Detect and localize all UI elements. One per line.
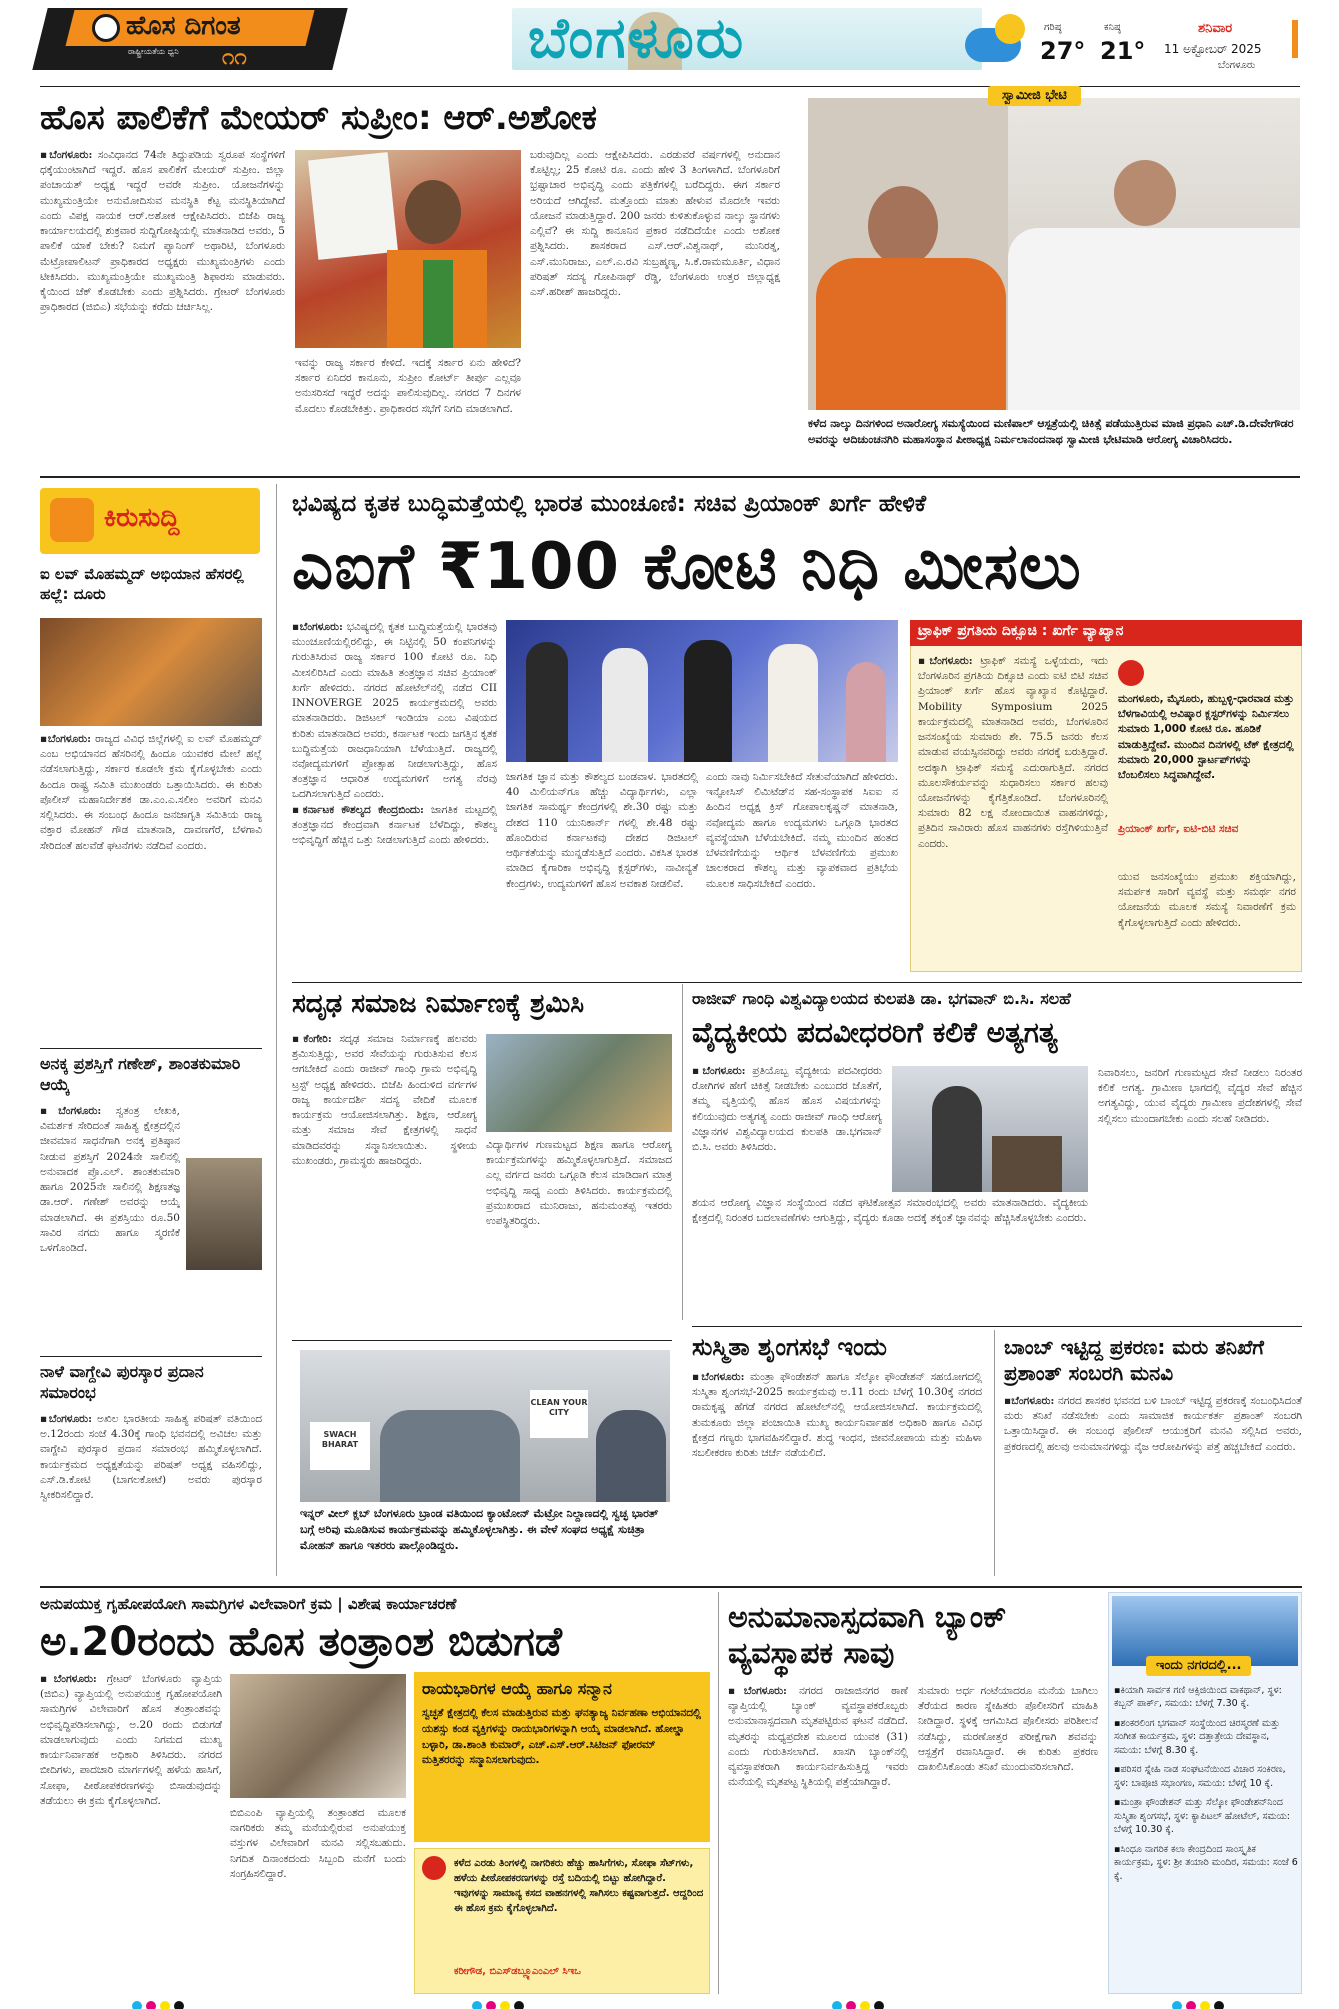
bank-col1-text: ನಗರದ ರಾಜಾಜಿನಗರ ಠಾಣೆ ವ್ಯಾಪ್ತಿಯಲ್ಲಿ ಬ್ಯಾಂಕ್ ವ್ಯವಸ್ಥಾಪಕರೊಬ್ಬರು ಅನುಮಾನಾಸ್ಪದವಾಗಿ ಮೃತಪಟ್ಟಿರುವ ಘಟನೆ ನಡೆದಿದೆ. ಮೃತರನ್ನು ಮಧ್ಯಪ್ರದೇಶ ಮೂಲದ ಯುವಕ (31) ಎಂದು ಗುರುತಿಸಲಾಗಿದೆ. ಖಾಸಗಿ ಬ್ಯಾಂಕ್‌ನಲ್ಲಿ ವ್ಯವಸ್ಥಾಪಕರಾಗಿ ಕಾರ್ಯನಿರ್ವಹಿಸುತ್ತಿದ್ದ ಇವರು ಮನೆಯಲ್ಲಿ ಮೃತಪಟ್ಟ ಸ್ಥಿತಿಯಲ್ಲಿ ಪತ್ತೆಯಾಗಿದ್ದಾರೆ. [728, 1685, 908, 1789]
divider [292, 1340, 672, 1341]
column-rule [682, 984, 683, 1320]
story1-col1-text: ಸಂವಿಧಾನದ 74ನೇ ತಿದ್ದುಪಡಿಯ ಸ್ವರೂಪ ಸಂಸ್ಥೆಗಳಿಗೆ ಧಕ್ಕೆಯುಂಟಾಗಿದೆ ಇದ್ದರೆ. ಹೊಸ ಪಾಲಿಕೆಗೆ ಮೇಯರ್ ಸುಪ್ರೀಂ. ಜಿಲ್ಲಾ ಪಂಚಾಯತ್ ಅಧ್ಯಕ್ಷ ಇದ್ದರೆ ಅವರೇ ಸುಪ್ರೀಂ. ಯೋಜನೆಗಳನ್ನು ಮುಖ್ಯಮಂತ್ರಿಯೇ ಅನುಮೋದಿಸುವ ಮನಸ್ಥಿತಿ ಕೆಟ್ಟ ಮನಸ್ಥಿತಿಯಾಗಿದೆ ಎಂದು ವಿಪಕ್ಷ ನಾಯಕ ಆರ್.ಅಶೋಕ ಆಕ್ಷೇಪಿಸಿದರು. ಬಿಜೆಪಿ ರಾಜ್ಯ ಕಾರ್ಯಾಲಯದಲ್ಲಿ ಶುಕ್ರವಾರ ಸುದ್ದಿಗೋಷ್ಠಿಯಲ್ಲಿ ಮಾತನಾಡಿದ ಅವರು, 5 ಪಾಲಿಕೆ ಯಾಕೆ ಬೇಕು? ನಿಮಗೆ ಪ್ಯಾನಿಂಗ್ ಅಥಾರಿಟಿ, ಬೆಂಗಳೂರು ಮೆಟ್ರೋಪಾಲಿಟನ್ ಪ್ರಾಧಿಕಾರದ ಅಧ್ಯಕ್ಷರು ಮುಖ್ಯಮಂತ್ರಿಗಳು ಎಂದು ಟೀಕಿಸಿದರು. ಮುಖ್ಯಮಂತ್ರಿಯೇ ಮುಖ್ಯಮಂತ್ರಿ ಶಿಫಾರಸು ಮಾಡುವರು. ಕೈಯಿಂದ ಚೆಕ್ ಕೊಡಬೇಕು ಎಂದು ಪ್ರಶ್ನಿಸಿದರು. ಗ್ರೇಟರ್ ಬೆಂಗಳೂರು ಪ್ರಾಧಿಕಾರದ (ಜಿಬಿಎ) ಸಭೆಯನ್ನು ಕರೆದು ಚರ್ಚಿಸಿಲ್ಲ. [40, 149, 285, 314]
ai-col1 [292, 620, 497, 972]
story1-col2: ಬರುವುದಿಲ್ಲ ಎಂದು ಆಕ್ಷೇಪಿಸಿದರು. ಎರಡುವರೆ ವರ್ಷಗಳಲ್ಲಿ ಅನುದಾನ ಕೊಟ್ಟಿಲ್ಲ; 25 ಕೋಟಿ ರೂ. ಎಂದು ಹೇಳಿ 3 ತಿಂಗಳಾಗಿದೆ. ಬೆಂಗಳೂರಿಗೆ ಭ್ರಷ್ಟಾಚಾರ ಅಭಿವೃದ್ಧಿ ಎಂದು ಪತ್ರಿಕೆಗಳಲ್ಲಿ ಬರೆದಿದ್ದರು. ಈಗ ಸರ್ಕಾರ ಅರಿಯದೆ ಆಗಿದ್ದೇವೆ. ಮತ್ತೊಂದು ಮಾತು ಹೇಳುವ ಮೊದಲೇ ಇವರು ಯೋಜನೆ ಮಾಡುತ್ತಿದ್ದಾರೆ. 200 ಜನರು ಕುಳಿತುಕೊಳ್ಳುವ ನಾಲ್ಕು ಸ್ಥಾನಗಳು ಎಲ್ಲಿವೆ? ಈ ಸುದ್ದಿ ಕಾನೂನಿನ ಪ್ರಕಾರ ನಡೆದಿದೆಯೇ ಎಂದು ಅಶೋಕ ಪ್ರಶ್ನಿಸಿದರು. ಶಾಸಕರಾದ ಎಸ್.ಆರ್.ವಿಶ್ವನಾಥ್, ಮುನಿರತ್ನ, ಎಸ್.ಮುನಿರಾಜು, ಎಲ್.ಎ.ರವಿ ಸುಬ್ರಹ್ಮಣ್ಯ, ಸಿ.ಕೆ.ರಾಮಮೂರ್ತಿ, ವಿಧಾನ ಪರಿಷತ್ ಸದಸ್ಯ ಗೋಪಿನಾಥ್ ರೆಡ್ಡಿ, ಬೆಂಗಳೂರು ಉತ್ತರ ಜಿಲ್ಲಾಧ್ಯಕ್ಷ ಎಸ್.ಹರೀಶ್ ಹಾಜರಿದ್ದರು. [530, 149, 780, 298]
person-5 [846, 662, 886, 762]
issue-place: ಬೆಂಗಳೂರು [1218, 60, 1256, 71]
rguhs-kicker: ರಾಜೀವ್ ಗಾಂಧಿ ವಿಶ್ವವಿದ್ಯಾಲಯದ ಕುಲಪತಿ ಡಾ. ಭಗವಾನ್ ಬಿ.ಸಿ. ಸಲಹೆ [692, 989, 1071, 1008]
ai-col1b-text: ಜಾಗತಿಕ ಮಟ್ಟದಲ್ಲಿ ತಂತ್ರಜ್ಞಾನದ ಕೇಂದ್ರವಾಗಿ ಕರ್ನಾಟಕ ಬೆಳೆದಿದ್ದು, ಕೌಶಲ್ಯ ಅಭಿವೃದ್ಧಿಗೆ ಹೆಚ್ಚಿನ ಒತ್ತು ನೀಡಲಾಗುತ್ತಿದೆ ಎಂದು ಹೇಳಿದರು. [292, 803, 497, 847]
divider [40, 1586, 1302, 1588]
today-event: ▪ ಕಿಯಾಗಿ ಸಾರ್ವಕ ಗಣಿ ಆಕ್ಸಿಜಿಯಿಂದ ವಾಕಥಾನ್, ಸ್ಥಳ: ಕಬ್ಬನ್ ಪಾರ್ಕ್, ಸಮಯ: ಬೆಳಗ್ಗೆ 7.30 ಕ್ಕೆ. [1114, 1684, 1298, 1711]
swamiji-tag: ಸ್ವಾಮೀಜಿ ಭೇಟಿ [988, 86, 1081, 106]
raaya-body: ಸ್ವಚ್ಛತೆ ಕ್ಷೇತ್ರದಲ್ಲಿ ಕೆಲಸ ಮಾಡುತ್ತಿರುವ ಮತ್ತು ಘನತ್ಯಾಜ್ಯ ನಿರ್ವಹಣಾ ಅಭಿಯಾನದಲ್ಲಿ ಯಶಸ್ಸು ಕಂಡ ವ್ಯಕ್ತಿಗಳನ್ನು ರಾಯಭಾರಿಗಳನ್ನಾಗಿ ಆಯ್ಕೆ ಮಾಡಲಾಗಿದೆ. ಹೋಲ್ಡಾ ಬಳ್ಳಾರಿ, ಡಾ.ಶಾಂತಿ ಕುಮಾರ್, ಎಚ್.ಎಸ್.ಆರ್.ಸಿಟಿಜನ್ ಫೋರಮ್ ಮತ್ತಿತರರನ್ನು ಸನ್ಮಾನಿಸಲಾಗುವುದು. [422, 1707, 701, 1767]
traffic-body-text: ಟ್ರಾಫಿಕ್ ಸಮಸ್ಯೆ ಒಳ್ಳೆಯದು, ಇದು ಬೆಂಗಳೂರಿನ ಪ್ರಗತಿಯ ದಿಕ್ಸೂಚಿ ಎಂದು ಐಟಿ ಬಿಟಿ ಸಚಿವ ಪ್ರಿಯಾಂಕ್ ಖರ್ಗೆ ಹೊಸ ವ್ಯಾಖ್ಯಾನ ಕೊಟ್ಟಿದ್ದಾರೆ. Mobility Symposium 2025 ಕಾರ್ಯಕ್ರಮದಲ್ಲಿ ಮಾತನಾಡಿದ ಅವರು, ಬೆಂಗಳೂರಿನ ಜನಸಂಖ್ಯೆಯ ಸುಮಾರು ಶೇ. 75.5 ಜನರು ಕೆಲಸ ಮಾಡುವ ವಯಸ್ಸಿನವರಿದ್ದು ಅವರು ನಗರಕ್ಕೆ ಬರುತ್ತಿದ್ದಾರೆ. ಅದಕ್ಕಾಗಿ ಟ್ರಾಫಿಕ್ ಸಮಸ್ಯೆ ಎದುರಾಗುತ್ತಿದೆ. ನಗರದ ಮೂಲಸೌಕರ್ಯವನ್ನು ಸುಧಾರಿಸಲು ಸರ್ಕಾರ ಹಲವು ಯೋಜನೆಗಳನ್ನು ಕೈಗೆತ್ತಿಕೊಂಡಿದೆ. ಬೆಂಗಳೂರಿನಲ್ಲಿ ಸುಮಾರು 82 ಲಕ್ಷ ನೋಂದಾಯಿತ ವಾಹನಗಳಿದ್ದು, ಪ್ರತಿದಿನ ಸಾವಿರಾರು ಹೊಸ ವಾಹನಗಳು ರಸ್ತೆಗಿಳಿಯುತ್ತಿವೆ ಎಂದರು. [918, 655, 1108, 850]
color-registration-marks [130, 1996, 186, 2009]
story1-col1 [40, 148, 285, 466]
column-rule [994, 1330, 995, 1576]
color-registration-marks [830, 1996, 886, 2009]
raaya-title: ರಾಯಭಾರಿಗಳ ಆಯ್ಕೆ ಹಾಗೂ ಸನ್ಮಾನ [422, 1679, 612, 1698]
weekday: ಶನಿವಾರ [1198, 21, 1233, 36]
raaya-note-by: ಕರೀಗೌಡ, ಬಿಎಸ್‌ಡಬ್ಲ್ಯೂಎಂಎಲ್ ಸಿಇಒ [454, 1966, 581, 1977]
brand-tagline: ರಾಷ್ಟ್ರೀಯತೆಯ ಧ್ವನಿ [128, 47, 179, 56]
susmitha-body-text: ಮಂತ್ರಾ ಫೌಂಡೇಶನ್ ಹಾಗೂ ಸೆಲ್ಕೋ ಫೌಂಡೇಶನ್ ಸಹಯೋಗದಲ್ಲಿ ಸುಸ್ಮಿತಾ ಶೃಂಗಸಭೆ-2025 ಕಾರ್ಯಕ್ರಮವು ಅ.11 ರಂದು ಬೆಳಗ್ಗೆ 10.30ಕ್ಕೆ ನಗರದ ರಾಮಕೃಷ್ಣ ಹೆಗಡೆ ನಗರದ ಹೋಟೆಲ್‌ನಲ್ಲಿ ಆಯೋಜಿಸಲಾಗಿದೆ. ಕಾರ್ಯಕ್ರಮದಲ್ಲಿ ತುಮಕೂರು ಜಿಲ್ಲಾ ಪಂಚಾಯಿತಿ ಮುಖ್ಯ ಕಾರ್ಯನಿರ್ವಾಹಕ ಅಧಿಕಾರಿ ಹಾಗೂ ವಿವಿಧ ಕ್ಷೇತ್ರದ ಗಣ್ಯರು ಭಾಗವಹಿಸಲಿದ್ದಾರೆ. ಶುದ್ಧ ಇಂಧನ, ಜೀವನೋಪಾಯ ಮತ್ತು ಮಹಿಳಾ ಸಬಲೀಕರಣ ಕುರಿತು ಚರ್ಚೆ ನಡೆಯಲಿದೆ. [692, 1371, 982, 1460]
volunteer-group [596, 1410, 666, 1502]
saffron-robe [816, 258, 1006, 410]
susmitha-body [692, 1370, 982, 1576]
sadrudha-headline: ಸದೃಢ ಸಮಾಜ ನಿರ್ಮಾಣಕ್ಕೆ ಶ್ರಮಿಸಿ [292, 989, 585, 1019]
sadrudha-body [292, 1032, 477, 1332]
bank-headline: ಅನುಮಾನಾಸ್ಪದವಾಗಿ ಬ್ಯಾಂಕ್ ವ್ಯವಸ್ಥಾಪಕ ಸಾವು [728, 1600, 1007, 1671]
swamiji-head [868, 186, 938, 266]
susmitha-dateline: ▪ ಬೆಂಗಳೂರು: [692, 1371, 744, 1383]
masthead-accent-bar [1292, 20, 1298, 58]
ai-col1-text: ಭವಿಷ್ಯದಲ್ಲಿ ಕೃತಕ ಬುದ್ಧಿಮತ್ತೆಯಲ್ಲಿ ಭಾರತವು ಮುಂಚೂಣಿಯಲ್ಲಿರಲಿದ್ದು, ಈ ನಿಟ್ಟಿನಲ್ಲಿ 50 ಕಂಪನಿಗಳನ್ನು ಗುರುತಿಸಿರುವ ರಾಜ್ಯ ಸರ್ಕಾರ 100 ಕೋಟಿ ರೂ. ನಿಧಿ ಮೀಸಲಿರಿಸಿದೆ ಎಂದು ಮಾಹಿತಿ ತಂತ್ರಜ್ಞಾನ ಸಚಿವ ಪ್ರಿಯಾಂಕ್ ಖರ್ಗೆ ಹೇಳಿದರು. ನಗರದ ಹೋಟೆಲ್‌ನಲ್ಲಿ ನಡೆದ CII INNOVERGE 2025 ಕಾರ್ಯಕ್ರಮದಲ್ಲಿ ಅವರು ಮಾತನಾಡಿದರು. ಡಿಜಿಟಲ್ ಇಂಡಿಯಾ ಎಂಬ ವಿಷಯದ ಕುರಿತು ಮಾತನಾಡಿದ ಅವರು, ಕರ್ನಾಟಕ ಇಂದು ಜಗತ್ತಿನ ಕೃತಕ ಬುದ್ಧಿಮತ್ತೆಯ ರಾಜಧಾನಿಯಾಗಿ ಬೆಳೆಯುತ್ತಿದೆ. ರಾಜ್ಯದಲ್ಲಿ ನವೋದ್ಯಮಗಳಿಗೆ ಪ್ರೋತ್ಸಾಹ ನೀಡಲಾಗುತ್ತಿದ್ದು, ಹೊಸ ತಂತ್ರಜ್ಞಾನ ಆಧಾರಿತ ಉದ್ಯಮಗಳಿಗೆ ಅಗತ್ಯ ನೆರವು ಒದಗಿಸಲಾಗುತ್ತಿದೆ ಎಂದರು. [292, 621, 497, 801]
kirusuddi-item1-body [40, 732, 262, 1072]
volunteer-group [380, 1410, 520, 1502]
ai-headline: ಎಐಗೆ ₹100 ಕೋಟಿ ನಿಧಿ ಮೀಸಲು [292, 530, 1082, 604]
felicitation-photo [486, 1034, 672, 1132]
today-event: ▪ ಶಂಕರಲಿಂಗ ಭಗವಾನ್ ಸಂಸ್ಥೆಯಿಂದ ಚಿರಸ್ಮರಣೆ ಮತ್ತು ಸಂಗೀತ ಕಾರ್ಯಕ್ರಮ, ಸ್ಥಳ: ದತ್ತಾತ್ರೇಯ ದೇವಸ್ಥಾನ, ಸಮಯ: ಬೆಳಗ್ಗೆ 8.30 ಕ್ಕೆ. [1114, 1717, 1298, 1757]
vice-chancellor-photo [892, 1066, 1088, 1192]
weather-sun-icon [995, 14, 1025, 44]
finger-icon [50, 498, 94, 542]
divider [40, 476, 1300, 478]
bottom-headline: ಅ.20ರಂದು ಹೊಸ ತಂತ್ರಾಂಶ ಬಿಡುಗಡೆ [40, 1619, 562, 1665]
ai-col3: ಎಂದು ನಾವು ನಿರ್ಮಿಸಬೇಕಿದೆ ಸೇತುವೆಯಾಗಿದೆ ಹೇಳಿದರು. ಇನ್ಫೋಸಿಸ್ ಲಿಮಿಟೆಡ್‌ನ ಸಹ-ಸಂಸ್ಥಾಪಕ ಸಿಐಐ ನ ಹಿಂದಿನ ಅಧ್ಯಕ್ಷ ಕ್ರಿಸ್ ಗೋಪಾಲಕೃಷ್ಣನ್ ಮಾತನಾಡಿ, ನವೋದ್ಯಮ ಹಾಗೂ ಉದ್ಯಮಗಳು ಒಗ್ಗೂಡಿ ಭಾರತದ ವ್ಯವಸ್ಥೆಯಾಗಿ ಬೆಳೆಯಬೇಕಿದೆ. ನಮ್ಮ ಮುಂದಿನ ಹಂತದ ಬೆಳವಣಿಗೆಯನ್ನು ಆರ್ಥಿಕ ಬೆಳವಣಿಗೆಯ ಪ್ರಮುಖ ಚಾಲಕರಾದ ಕೌಶಲ್ಯ ಮತ್ತು ವ್ಯಾಪಕವಾದ ಪ್ರತಿಭೆಯ ಮೂಲಕ ಸಾಧಿಸಬೇಕಿದೆ ಎಂದರು. [706, 771, 898, 890]
story1-dateline: ▪ ಬೆಂಗಳೂರು: [40, 149, 92, 161]
bomb-body-text: ನಗರದ ಶಾಸಕರ ಭವನದ ಬಳಿ ಬಾಂಬ್ ಇಟ್ಟಿದ್ದ ಪ್ರಕರಣಕ್ಕೆ ಸಂಬಂಧಿಸಿದಂತೆ ಮರು ತನಿಖೆ ನಡೆಸಬೇಕು ಎಂದು ಸಾಮಾಜಿಕ ಕಾರ್ಯಕರ್ತ ಪ್ರಶಾಂತ್ ಸಂಬರಗಿ ಒತ್ತಾಯಿಸಿದ್ದಾರೆ. ಈ ಸಂಬಂಧ ಪೊಲೀಸ್ ಆಯುಕ್ತರಿಗೆ ಮನವಿ ಸಲ್ಲಿಸಿದ ಅವರು, ಪ್ರಕರಣದಲ್ಲಿ ಹಲವು ಅನುಮಾನಗಳಿದ್ದು ನೈಜ ಆರೋಪಿಗಳನ್ನು ಪತ್ತೆ ಹಚ್ಚಬೇಕಿದೆ ಎಂದರು. [1004, 1395, 1302, 1453]
today-event: ▪ ಮಂತ್ರಾ ಫೌಂಡೇಶನ್ ಮತ್ತು ಸೆಲ್ಕೋ ಫೌಂಡೇಶನ್‌ನಿಂದ ಸುಸ್ಮಿತಾ ಶೃಂಗಸಭೆ, ಸ್ಥಳ: ಕ್ಯಾಪಿಟಲ್ ಹೋಟೆಲ್, ಸಮಯ: ಬೆಳಗ್ಗೆ 10.30 ಕ್ಕೆ. [1114, 1796, 1298, 1836]
divider [40, 86, 1300, 87]
bank-col1 [728, 1684, 908, 1994]
sadrudha-body-text: ಸದೃಢ ಸಮಾಜ ನಿರ್ಮಾಣಕ್ಕೆ ಹಲವರು ಶ್ರಮಿಸುತ್ತಿದ್ದು, ಅವರ ಸೇವೆಯನ್ನು ಗುರುತಿಸುವ ಕೆಲಸ ಆಗಬೇಕಿದೆ ಎಂದು ರಾಜೀವ್ ಗಾಂಧಿ ಗ್ರಾಮ ಅಭಿವೃದ್ಧಿ ಟ್ರಸ್ಟ್ ಅಧ್ಯಕ್ಷ ಹೇಳಿದರು. ಬಿಜೆಪಿ ಹಿಂದುಳಿದ ವರ್ಗಗಳ ರಾಜ್ಯ ಕಾರ್ಯದರ್ಶಿ ಸದಸ್ಯ ವೇದಿಕೆ ಮೂಲಕ ಕಾರ್ಯಕ್ರಮ ಆಯೋಜಿಸಲಾಗಿತ್ತು. ಶಿಕ್ಷಣ, ಆರೋಗ್ಯ ಮತ್ತು ಸಮಾಜ ಸೇವೆ ಕ್ಷೇತ್ರಗಳಲ್ಲಿ ಸಾಧನೆ ಮಾಡಿದವರನ್ನು ಸನ್ಮಾನಿಸಲಾಯಿತು. ಸ್ಥಳೀಯ ಮುಖಂಡರು, ಗ್ರಾಮಸ್ಥರು ಹಾಜರಿದ್ದರು. [292, 1033, 477, 1167]
rguhs-headline: ವೈದ್ಯಕೀಯ ಪದವೀಧರರಿಗೆ ಕಲಿಕೆ ಅತ್ಯಗತ್ಯ [692, 1016, 1058, 1049]
innovation-photo [506, 620, 898, 762]
speaker-head [405, 180, 461, 244]
traffic-dateline: ▪ ಬೆಂಗಳೂರು: [918, 655, 973, 667]
divider [692, 1326, 1302, 1327]
ai-kicker: ಭವಿಷ್ಯದ ಕೃತಕ ಬುದ್ಧಿಮತ್ತೆಯಲ್ಲಿ ಭಾರತ ಮುಂಚೂಣಿ: ಸಚಿವ ಪ್ರಿಯಾಂಕ್ ಖರ್ಗೆ ಹೇಳಿಕೆ [292, 491, 927, 517]
traffic-title: ಟ್ರಾಫಿಕ್ ಪ್ರಗತಿಯ ದಿಕ್ಸೂಚಿ : ಖರ್ಗೆ ವ್ಯಾಖ್ಯಾನ [910, 620, 1302, 646]
kirusuddi-item3-head: ನಾಳೆ ವಾಗ್ದೇವಿ ಪುರಸ್ಕಾರ ಪ್ರದಾನ ಸಮಾರಂಭ [40, 1362, 204, 1402]
quote-icon [422, 1856, 446, 1880]
bank-col2: ಸುಮಾರು ಅರ್ಧ ಗಂಟೆಯಾದರೂ ಮನೆಯ ಬಾಗಿಲು ತೆರೆಯದ ಕಾರಣ ಸ್ನೇಹಿತರು ಪೊಲೀಸರಿಗೆ ಮಾಹಿತಿ ನೀಡಿದ್ದಾರೆ. ಸ್ಥಳಕ್ಕೆ ಆಗಮಿಸಿದ ಪೊಲೀಸರು ಪರಿಶೀಲನೆ ನಡೆಸಿದ್ದು, ಮರಣೋತ್ತರ ಪರೀಕ್ಷೆಗಾಗಿ ಶವವನ್ನು ಆಸ್ಪತ್ರೆಗೆ ರವಾನಿಸಿದ್ದಾರೆ. ಈ ಕುರಿತು ಪ್ರಕರಣ ದಾಖಲಿಸಿಕೊಂಡು ತನಿಖೆ ಮುಂದುವರಿಸಲಾಗಿದೆ. [918, 1685, 1098, 1774]
column-rule [718, 1592, 719, 1994]
today-title: ಇಂದು ನಗರದಲ್ಲಿ... [1146, 1656, 1251, 1676]
poster-paper [308, 152, 398, 260]
kirusuddi-item1-photo [40, 618, 262, 726]
city-name: ಬೆಂಗಳೂರು [528, 6, 746, 71]
max-temp-label: ಗರಿಷ್ಠ [1044, 22, 1062, 33]
rguhs-dateline: ▪ ಬೆಂಗಳೂರು: [692, 1065, 746, 1077]
person-2 [602, 648, 648, 762]
clean-city-sign: CLEAN YOUR CITY [530, 1390, 588, 1438]
person-1 [526, 642, 568, 762]
divider [40, 1048, 262, 1049]
bottom-dateline: ▪ ಬೆಂಗಳೂರು: [40, 1673, 97, 1685]
kirusuddi-badge [40, 488, 260, 554]
kirusuddi-item2-text: ಸ್ವತಂತ್ರ ಲೇಖಕಿ, ವಿಮರ್ಶಕ ಸೇರಿದಂತೆ ಸಾಹಿತ್ಯ ಕ್ಷೇತ್ರದಲ್ಲಿನ ಜೀವಮಾನ ಸಾಧನೆಗಾಗಿ ಅನಕ್ಕ ಪ್ರತಿಷ್ಠಾನ ನೀಡುವ ಪ್ರಶಸ್ತಿಗೆ 2024ನೇ ಸಾಲಿನಲ್ಲಿ ಅನುವಾದಕ ಪ್ರೊ.ಎಲ್. ಶಾಂತಕುಮಾರಿ ಹಾಗೂ 2025ನೇ ಸಾಲಿನಲ್ಲಿ ಶಿಕ್ಷಣತಜ್ಞ ಡಾ.ಆರ್. ಗಣೇಶ್ ಅವರನ್ನು ಆಯ್ಕೆ ಮಾಡಲಾಗಿದೆ. ಈ ಪ್ರಶಸ್ತಿಯು ರೂ.50 ಸಾವಿರ ನಗದು ಹಾಗೂ ಸ್ಮರಣಿಕೆ ಒಳಗೊಂಡಿದೆ. [40, 1105, 180, 1254]
bottom-kicker: ಅನುಪಯುಕ್ತ ಗೃಹೋಪಯೋಗಿ ಸಾಮಗ್ರಿಗಳ ವಿಲೇವಾರಿಗೆ ಕ್ರಮ | ವಿಶೇಷ ಕಾರ್ಯಾಚರಣೆ [40, 1595, 457, 1613]
swamiji-caption: ಕಳೆದ ನಾಲ್ಕು ದಿನಗಳಿಂದ ಅನಾರೋಗ್ಯ ಸಮಸ್ಯೆಯಿಂದ ಮಣಿಪಾಲ್ ಆಸ್ಪತ್ರೆಯಲ್ಲಿ ಚಿಕಿತ್ಸೆ ಪಡೆಯುತ್ತಿರುವ ಮಾಜಿ ಪ್ರಧಾನಿ ಎಚ್.ಡಿ.ದೇವೇಗೌಡರ ಅವರನ್ನು ಆದಿಚುಂಚನಗಿರಿ ಮಹಾಸಂಸ್ಥಾನ ಪೀಠಾಧ್ಯಕ್ಷ ನಿರ್ಮಲಾನಂದನಾಥ ಸ್ವಾಮೀಜಿ ಭೇಟಿಮಾಡಿ ಆರೋಗ್ಯ ವಿಚಾರಿಸಿದರು. [808, 417, 1294, 446]
rguhs-col1 [692, 1064, 882, 1188]
ashoka-photo [295, 150, 521, 348]
bottom-body2: ಬಿಬಿಎಂಪಿ ವ್ಯಾಪ್ತಿಯಲ್ಲಿ ತಂತ್ರಾಂಶದ ಮೂಲಕ ನಾಗರಿಕರು ತಮ್ಮ ಮನೆಯಲ್ಲಿರುವ ಅನುಪಯುಕ್ತ ವಸ್ತುಗಳ ವಿಲೇವಾರಿಗೆ ಮನವಿ ಸಲ್ಲಿಸಬಹುದು. ನಿಗದಿತ ದಿನಾಂಕದಂದು ಸಿಬ್ಬಂದಿ ಮನೆಗೆ ಬಂದು ಸಂಗ್ರಹಿಸಲಿದ್ದಾರೆ. [230, 1807, 406, 1880]
ai-col2: ಜಾಗತಿಕ ಜ್ಞಾನ ಮತ್ತು ಕೌಶಲ್ಯದ ಬಂಡವಾಳ. ಭಾರತದಲ್ಲಿ 40 ಮಿಲಿಯನ್‌ಗೂ ಹೆಚ್ಚು ವಿದ್ಯಾರ್ಥಿಗಳು, ಎಲ್ಲಾ ಜಾಗತಿಕ ಸಾಮರ್ಥ್ಯ ಕೇಂದ್ರಗಳಲ್ಲಿ ಶೇ.30 ರಷ್ಟು ಮತ್ತು ದೇಶದ 110 ಯುನಿಕಾರ್ನ್ ಗಳಲ್ಲಿ ಶೇ.48 ರಷ್ಟು ಹೊಂದಿರುವ ಕರ್ನಾಟಕವು ದೇಶದ ಡಿಜಿಟಲ್ ಆರ್ಥಿಕತೆಯನ್ನು ಮುನ್ನಡೆಸುತ್ತಿದೆ ಎಂದರು. ವಿಕಸಿತ ಭಾರತ ಮಾಡಿದ ಕೈಗಾರಿಕಾ ಅಭಿವೃದ್ಧಿ ಕ್ಲಸ್ಟರ್‌ಗಳು, ನಾವೀನ್ಯತೆ ಕೇಂದ್ರಗಳು, ಉದ್ಯಮಗಳಿಗೆ ಹೊಸ ಅವಕಾಶ ನೀಡಲಿವೆ. [506, 771, 698, 890]
bomb-dateline: ▪ ಬೆಂಗಳೂರು: [1004, 1395, 1054, 1407]
issue-date: 11 ಅಕ್ಟೋಬರ್ 2025 [1164, 42, 1262, 56]
sadrudha-dateline: ▪ ಕೆಂಗೇರಿ: [292, 1033, 332, 1045]
rguhs-col2: ಶಯನ ಆರೋಗ್ಯ ವಿಜ್ಞಾನ ಸಂಸ್ಥೆಯಿಂದ ನಡೆದ ಘಟಿಕೋತ್ಸವ ಸಮಾರಂಭದಲ್ಲಿ ಅವರು ಮಾತನಾಡಿದರು. ವೈದ್ಯಕೀಯ ಕ್ಷೇತ್ರದಲ್ಲಿ ನಿರಂತರ ಬದಲಾವಣೆಗಳು ಆಗುತ್ತಿದ್ದು, ವೈದ್ಯರು ಕೂಡಾ ಅದಕ್ಕೆ ತಕ್ಕಂತೆ ಜ್ಞಾನವನ್ನು ಹೆಚ್ಚಿಸಿಕೊಳ್ಳಬೇಕು ಎಂದರು. [692, 1197, 1088, 1225]
page-number: ೧೧ [222, 45, 247, 70]
susmitha-headline: ಸುಸ್ಮಿತಾ ಶೃಂಗಸಭೆ ಇಂದು [692, 1333, 887, 1361]
bank-dateline: ▪ ಬೆಂಗಳೂರು: [728, 1685, 787, 1697]
podium [992, 1136, 1062, 1192]
divider [292, 982, 1302, 983]
traffic-quote-by: ಪ್ರಿಯಾಂಕ್ ಖರ್ಗೆ, ಐಟಿ-ಬಿಟಿ ಸಚಿವ [1118, 823, 1239, 835]
kirusuddi-item3-dateline: ▪ ಬೆಂಗಳೂರು: [40, 1413, 92, 1425]
kirusuddi-item2-body [40, 1104, 180, 1354]
patient-head [1114, 160, 1176, 226]
kirusuddi-item3-text: ಅಖಿಲ ಭಾರತೀಯ ಸಾಹಿತ್ಯ ಪರಿಷತ್ ವತಿಯಿಂದ ಅ.12ರಂದು ಸಂಜೆ 4.30ಕ್ಕೆ ಗಾಂಧಿ ಭವನದಲ್ಲಿ ಅವಿಚಲ ಮತ್ತು ವಾಗ್ದೇವಿ ಪುರಸ್ಕಾರ ಪ್ರದಾನ ಸಮಾರಂಭ ಹಮ್ಮಿಕೊಳ್ಳಲಾಗಿದೆ. ಕಾರ್ಯಕ್ರಮದ ಅಧ್ಯಕ್ಷತೆಯನ್ನು ಪರಿಷತ್ ಅಧ್ಯಕ್ಷ ವಹಿಸಲಿದ್ದು, ಎಸ್.ಡಿ.ಕೋಟಿ (ಬಾಗಲಕೋಟೆ) ಅವರು ಪುರಸ್ಕಾರ ಸ್ವೀಕರಿಸಲಿದ್ದಾರೆ. [40, 1413, 262, 1502]
today-event: ▪ ಸಿಂಧೂ ನಾಗರಿಕ ಕಲಾ ಕೇಂದ್ರದಿಂದ ಸಾಂಸ್ಕೃತಿಕ ಕಾರ್ಯಕ್ರಮ, ಸ್ಥಳ: ಶ್ರೀ ತಯಾರಿ ಮಂದಿರ, ಸಮಯ: ಸಂಜೆ 6 ಕ್ಕೆ. [1114, 1843, 1298, 1883]
story1-headline: ಹೊಸ ಪಾಲಿಕೆಗೆ ಮೇಯರ್ ಸುಪ್ರೀಂ: ಆರ್.ಅಶೋಕ [40, 98, 597, 138]
ganesh-portrait [186, 1158, 262, 1270]
color-registration-marks [1170, 1996, 1226, 2009]
ashoka-photo-caption: ಇವನ್ನು ರಾಜ್ಯ ಸರ್ಕಾರ ಕೇಳಿದೆ. ಇದಕ್ಕೆ ಸರ್ಕಾರ ಏನು ಹೇಳಿದೆ? ಸರ್ಕಾರ ಏನಿದರ ಕಾನೂನು, ಸುಪ್ರೀಂ ಕೋರ್ಟ್ ತೀರ್ಪು ಎಲ್ಲವೂ ಅನುಸರಿಸದೆ ಇದ್ದರೆ ಅದನ್ನು ಪಾಲಿಸುವುದಿಲ್ಲ. ನಗರದ 7 ದಿನಗಳ ಮೊದಲು ಕೊಡಬೇಕಿತ್ತು. ಪ್ರಾಧಿಕಾರದ ಸಭೆಗೆ ನಿಗದಿ ಮಾಡಲಾಗಿದೆ. [295, 357, 521, 415]
traffic-quote-icon [1118, 660, 1144, 686]
group-photo [230, 1674, 406, 1798]
traffic-quote: ಮಂಗಳೂರು, ಮೈಸೂರು, ಹುಬ್ಬಳ್ಳಿ-ಧಾರವಾಡ ಮತ್ತು ಬೆಳಗಾವಿಯಲ್ಲಿ ಆವಿಷ್ಕಾರ ಕ್ಲಸ್ಟರ್‌ಗಳನ್ನು ನಿರ್ಮಿಸಲು ಸುಮಾರು 1,000 ಕೋಟಿ ರೂ. ಹೂಡಿಕೆ ಮಾಡುತ್ತಿದ್ದೇವೆ. ಮುಂದಿನ ದಿನಗಳಲ್ಲಿ ಟೆಕ್ ಕ್ಷೇತ್ರದಲ್ಲಿ ಸುಮಾರು 20,000 ಸ್ಟಾರ್ಟಪ್‌ಗಳನ್ನು ಬೆಂಬಲಿಸಲು ಸಿದ್ಧವಾಗಿದ್ದೇವೆ. [1118, 693, 1294, 782]
person-4 [768, 644, 818, 762]
raaya-note: ಕಳೆದ ಎರಡು ತಿಂಗಳಲ್ಲಿ ನಾಗರಿಕರು ಹೆಚ್ಚು ಹಾಸಿಗೆಗಳು, ಸೋಫಾ ಸೆಟ್‌ಗಳು, ಹಳೆಯ ಪೀಠೋಪಕರಣಗಳನ್ನು ರಸ್ತೆ ಬದಿಯಲ್ಲಿ ಬಿಟ್ಟು ಹೋಗಿದ್ದಾರೆ. ಇವುಗಳನ್ನು ಸಾಮಾನ್ಯ ಕಸದ ವಾಹನಗಳಲ್ಲಿ ಸಾಗಿಸಲು ಕಷ್ಟವಾಗುತ್ತದೆ. ಆದ್ದರಿಂದ ಈ ಹೊಸ ಕ್ರಮ ಕೈಗೊಳ್ಳಲಾಗಿದೆ. [454, 1858, 704, 1914]
bottom-body-text: ಗ್ರೇಟರ್ ಬೆಂಗಳೂರು ವ್ಯಾಪ್ತಿಯ (ಜಿಬಿಎ) ವ್ಯಾಪ್ತಿಯಲ್ಲಿ ಅನುಪಯುಕ್ತ ಗೃಹೋಪಯೋಗಿ ಸಾಮಗ್ರಿಗಳ ವಿಲೇವಾರಿಗೆ ಹೊಸ ತಂತ್ರಾಂಶವನ್ನು ಅಭಿವೃದ್ಧಿಪಡಿಸಲಾಗಿದ್ದು, ಅ.20 ರಂದು ಬಿಡುಗಡೆ ಮಾಡಲಾಗುವುದು ಎಂದು ನಿಗಮದ ಮುಖ್ಯ ಕಾರ್ಯನಿರ್ವಾಹಕ ಅಧಿಕಾರಿ ತಿಳಿಸಿದರು. ನಗರದ ಬೀದಿಗಳು, ಪಾದಚಾರಿ ಮಾರ್ಗಗಳಲ್ಲಿ ಹಳೆಯ ಹಾಸಿಗೆ, ಸೋಫಾ, ಪೀಠೋಪಕರಣಗಳನ್ನು ಬಿಸಾಡುವುದನ್ನು ತಡೆಯಲು ಈ ಕ್ರಮ ಕೈಗೊಳ್ಳಲಾಗಿದೆ. [40, 1673, 222, 1807]
sadrudha-body2: ವಿದ್ಯಾರ್ಥಿಗಳ ಗುಣಮಟ್ಟದ ಶಿಕ್ಷಣ ಹಾಗೂ ಆರೋಗ್ಯ ಕಾರ್ಯಕ್ರಮಗಳನ್ನು ಹಮ್ಮಿಕೊಳ್ಳಲಾಗುತ್ತಿದೆ. ಸಮಾಜದ ಎಲ್ಲ ವರ್ಗದ ಜನರು ಒಗ್ಗೂಡಿ ಕೆಲಸ ಮಾಡಿದಾಗ ಮಾತ್ರ ಅಭಿವೃದ್ಧಿ ಸಾಧ್ಯ ಎಂದು ತಿಳಿಸಿದರು. ಕಾರ್ಯಕ್ರಮದಲ್ಲಿ ಪ್ರಮುಖರಾದ ಮುನಿರಾಜು, ಹನುಮಂತಪ್ಪ ಇತರರು ಉಪಸ್ಥಿತರಿದ್ದರು. [486, 1139, 672, 1228]
kirusuddi-item1-head: ಐ ಲವ್ ಮೊಹಮ್ಮದ್ ಅಭಿಯಾನ ಹೆಸರಲ್ಲಿ ಹಲ್ಲೆ: ದೂರು [40, 565, 244, 604]
divider [40, 1356, 262, 1357]
color-registration-marks [470, 1996, 526, 2009]
today-event: ▪ ಪರಿಸರ ಸ್ನೇಹಿ ನಾಡ ಸಂಘಟನೆಯಿಂದ ವಿಚಾರ ಸಂಕಿರಣ, ಸ್ಥಳ: ಬಾಪೂಜಿ ಸಭಾಂಗಣ, ಸಮಯ: ಬೆಳಗ್ಗೆ 10 ಕ್ಕೆ. [1114, 1763, 1298, 1790]
hospital-bed-sheet [1008, 228, 1300, 410]
today-list [1114, 1684, 1298, 1990]
person-3 [684, 640, 732, 762]
ai-dateline: ▪ ಬೆಂಗಳೂರು: [292, 621, 343, 633]
bomb-headline: ಬಾಂಬ್ ಇಟ್ಟಿದ್ದ ಪ್ರಕರಣ: ಮರು ತನಿಖೆಗೆ ಪ್ರಶಾಂತ್ ಸಂಬರಗಿ ಮನವಿ [1004, 1335, 1264, 1385]
kirusuddi-item3-body [40, 1412, 262, 1576]
kirusuddi-item1-text: ರಾಜ್ಯದ ವಿವಿಧ ಜಿಲ್ಲೆಗಳಲ್ಲಿ ಐ ಲವ್ ಮೊಹಮ್ಮದ್ ಎಂಬ ಅಭಿಯಾನದ ಹೆಸರಿನಲ್ಲಿ ಹಿಂದೂ ಯುವಕರ ಮೇಲೆ ಹಲ್ಲೆ ನಡೆಸಲಾಗುತ್ತಿದ್ದು, ಸರ್ಕಾರ ಕೂಡಲೇ ಕ್ರಮ ಕೈಗೊಳ್ಳಬೇಕು ಎಂದು ಹಿಂದೂ ರಾಷ್ಟ್ರ ಸಮಿತಿ ಮುಖಂಡರು ಒತ್ತಾಯಿಸಿದರು. ಈ ಕುರಿತು ಪೊಲೀಸ್ ಮಹಾನಿರ್ದೇಶಕ ಡಾ.ಎಂ.ಎ.ಸಲೀಂ ಅವರಿಗೆ ಮನವಿ ಸಲ್ಲಿಸಿದರು. ಈ ಸಂಬಂಧ ಹಿಂದೂ ಜನಜಾಗೃತಿ ಸಮಿತಿಯ ರಾಜ್ಯ ವಕ್ತಾರ ಮೋಹನ್ ಗೌಡ ಮಾತನಾಡಿ, ದಾವಣಗೆರೆ, ಬೆಳಗಾವಿ ಸೇರಿದಂತೆ ಹಲವೆಡೆ ಘಟನೆಗಳು ನಡೆದಿವೆ ಎಂದರು. [40, 733, 262, 852]
swachh-photo [300, 1350, 670, 1502]
speaker-figure [932, 1086, 982, 1192]
bottom-body [40, 1672, 222, 1994]
max-temp: 27° [1040, 37, 1086, 65]
traffic-body [918, 654, 1108, 878]
kirusuddi-item2-head: ಅನಕ್ಕ ಪ್ರಶಸ್ತಿಗೆ ಗಣೇಶ್, ಶಾಂತಕುಮಾರಿ ಆಯ್ಕೆ [40, 1054, 241, 1094]
masthead [0, 0, 1339, 80]
brand-logo-icon [92, 14, 120, 42]
bomb-body [1004, 1394, 1302, 1576]
kirusuddi-label: ಕಿರುಸುದ್ದಿ [104, 503, 180, 533]
swamiji-photo [808, 98, 1300, 410]
kirusuddi-item1-dateline: ▪ ಬೆಂಗಳೂರು: [40, 733, 91, 745]
column-rule [276, 484, 277, 1576]
min-temp-label: ಕನಿಷ್ಠ [1104, 22, 1121, 33]
min-temp: 21° [1100, 37, 1146, 65]
rguhs-col1-text: ಪ್ರತಿಯೊಬ್ಬ ವೈದ್ಯಕೀಯ ಪದವೀಧರರು ರೋಗಿಗಳ ಹೇಗೆ ಚಿಕಿತ್ಸೆ ನೀಡಬೇಕು ಎಂಬುದರ ಜೊತೆಗೆ, ತಮ್ಮ ವೃತ್ತಿಯಲ್ಲಿ ಹೊಸ ಹೊಸ ವಿಷಯಗಳನ್ನು ಕಲಿಯುವುದು ಅತ್ಯಗತ್ಯ ಎಂದು ರಾಜೀವ್ ಗಾಂಧಿ ಆರೋಗ್ಯ ವಿಜ್ಞಾನಗಳ ವಿಶ್ವವಿದ್ಯಾಲಯದ ಕುಲಪತಿ ಡಾ.ಭಗವಾನ್ ಬಿ.ಸಿ. ಅವರು ತಿಳಿಸಿದರು. [692, 1065, 882, 1154]
rguhs-col3: ನಿವಾರಿಸಲು, ಜನರಿಗೆ ಗುಣಮಟ್ಟದ ಸೇವೆ ನೀಡಲು ನಿರಂತರ ಕಲಿಕೆ ಅಗತ್ಯ. ಗ್ರಾಮೀಣ ಭಾಗದಲ್ಲಿ ವೈದ್ಯರ ಸೇವೆ ಹೆಚ್ಚಿನ ಅಗತ್ಯವಿದ್ದು, ಯುವ ವೈದ್ಯರು ಗ್ರಾಮೀಣ ಪ್ರದೇಶಗಳಲ್ಲಿ ಸೇವೆ ಸಲ್ಲಿಸಲು ಮುಂದಾಗಬೇಕು ಎಂದು ಸಲಹೆ ನೀಡಿದರು. [1098, 1067, 1302, 1125]
brand-name: ಹೊಸ ದಿಗಂತ [126, 11, 241, 41]
green-shirt [423, 260, 453, 348]
ai-subhead: ▪ ಕರ್ನಾಟಕ ಕೌಶಲ್ಯದ ಕೇಂದ್ರಬಿಂದು: [292, 804, 424, 816]
swachh-caption: ಇನ್ನರ್ ವೀಲ್ ಕ್ಲಬ್ ಬೆಂಗಳೂರು ಬ್ರಾಂಡ ವತಿಯಿಂದ ಕ್ಯಾಂಟೋನ್ ಮೆಟ್ರೋ ನಿಲ್ದಾಣದಲ್ಲಿ ಸ್ವಚ್ಛ ಭಾರತ್ ಬಗ್ಗೆ ಅರಿವು ಮೂಡಿಸುವ ಕಾರ್ಯಕ್ರಮವನ್ನು ಹಮ್ಮಿಕೊಳ್ಳಲಾಗಿತ್ತು. ಈ ವೇಳೆ ಸಂಘದ ಅಧ್ಯಕ್ಷೆ ಸುಚಿತ್ರಾ ಮೋಹನ್ ಹಾಗೂ ಇತರರು ಪಾಲ್ಗೊಂಡಿದ್ದರು. [300, 1507, 659, 1552]
kirusuddi-item2-dateline: ▪ ಬೆಂಗಳೂರು: [40, 1105, 101, 1117]
traffic-body2: ಯುವ ಜನಸಂಖ್ಯೆಯು ಪ್ರಮುಖ ಶಕ್ತಿಯಾಗಿದ್ದು, ಸಮರ್ಪಕ ಸಾರಿಗೆ ವ್ಯವಸ್ಥೆ ಮತ್ತು ಸಮರ್ಥ ನಗರ ಯೋಜನೆಯ ಮೂಲಕ ಸಮಸ್ಯೆ ನಿವಾರಣೆಗೆ ಕ್ರಮ ಕೈಗೊಳ್ಳಲಾಗುತ್ತಿದೆ ಎಂದು ಹೇಳಿದರು. [1118, 871, 1296, 929]
swachh-sign: SWACH BHARAT [310, 1422, 370, 1470]
